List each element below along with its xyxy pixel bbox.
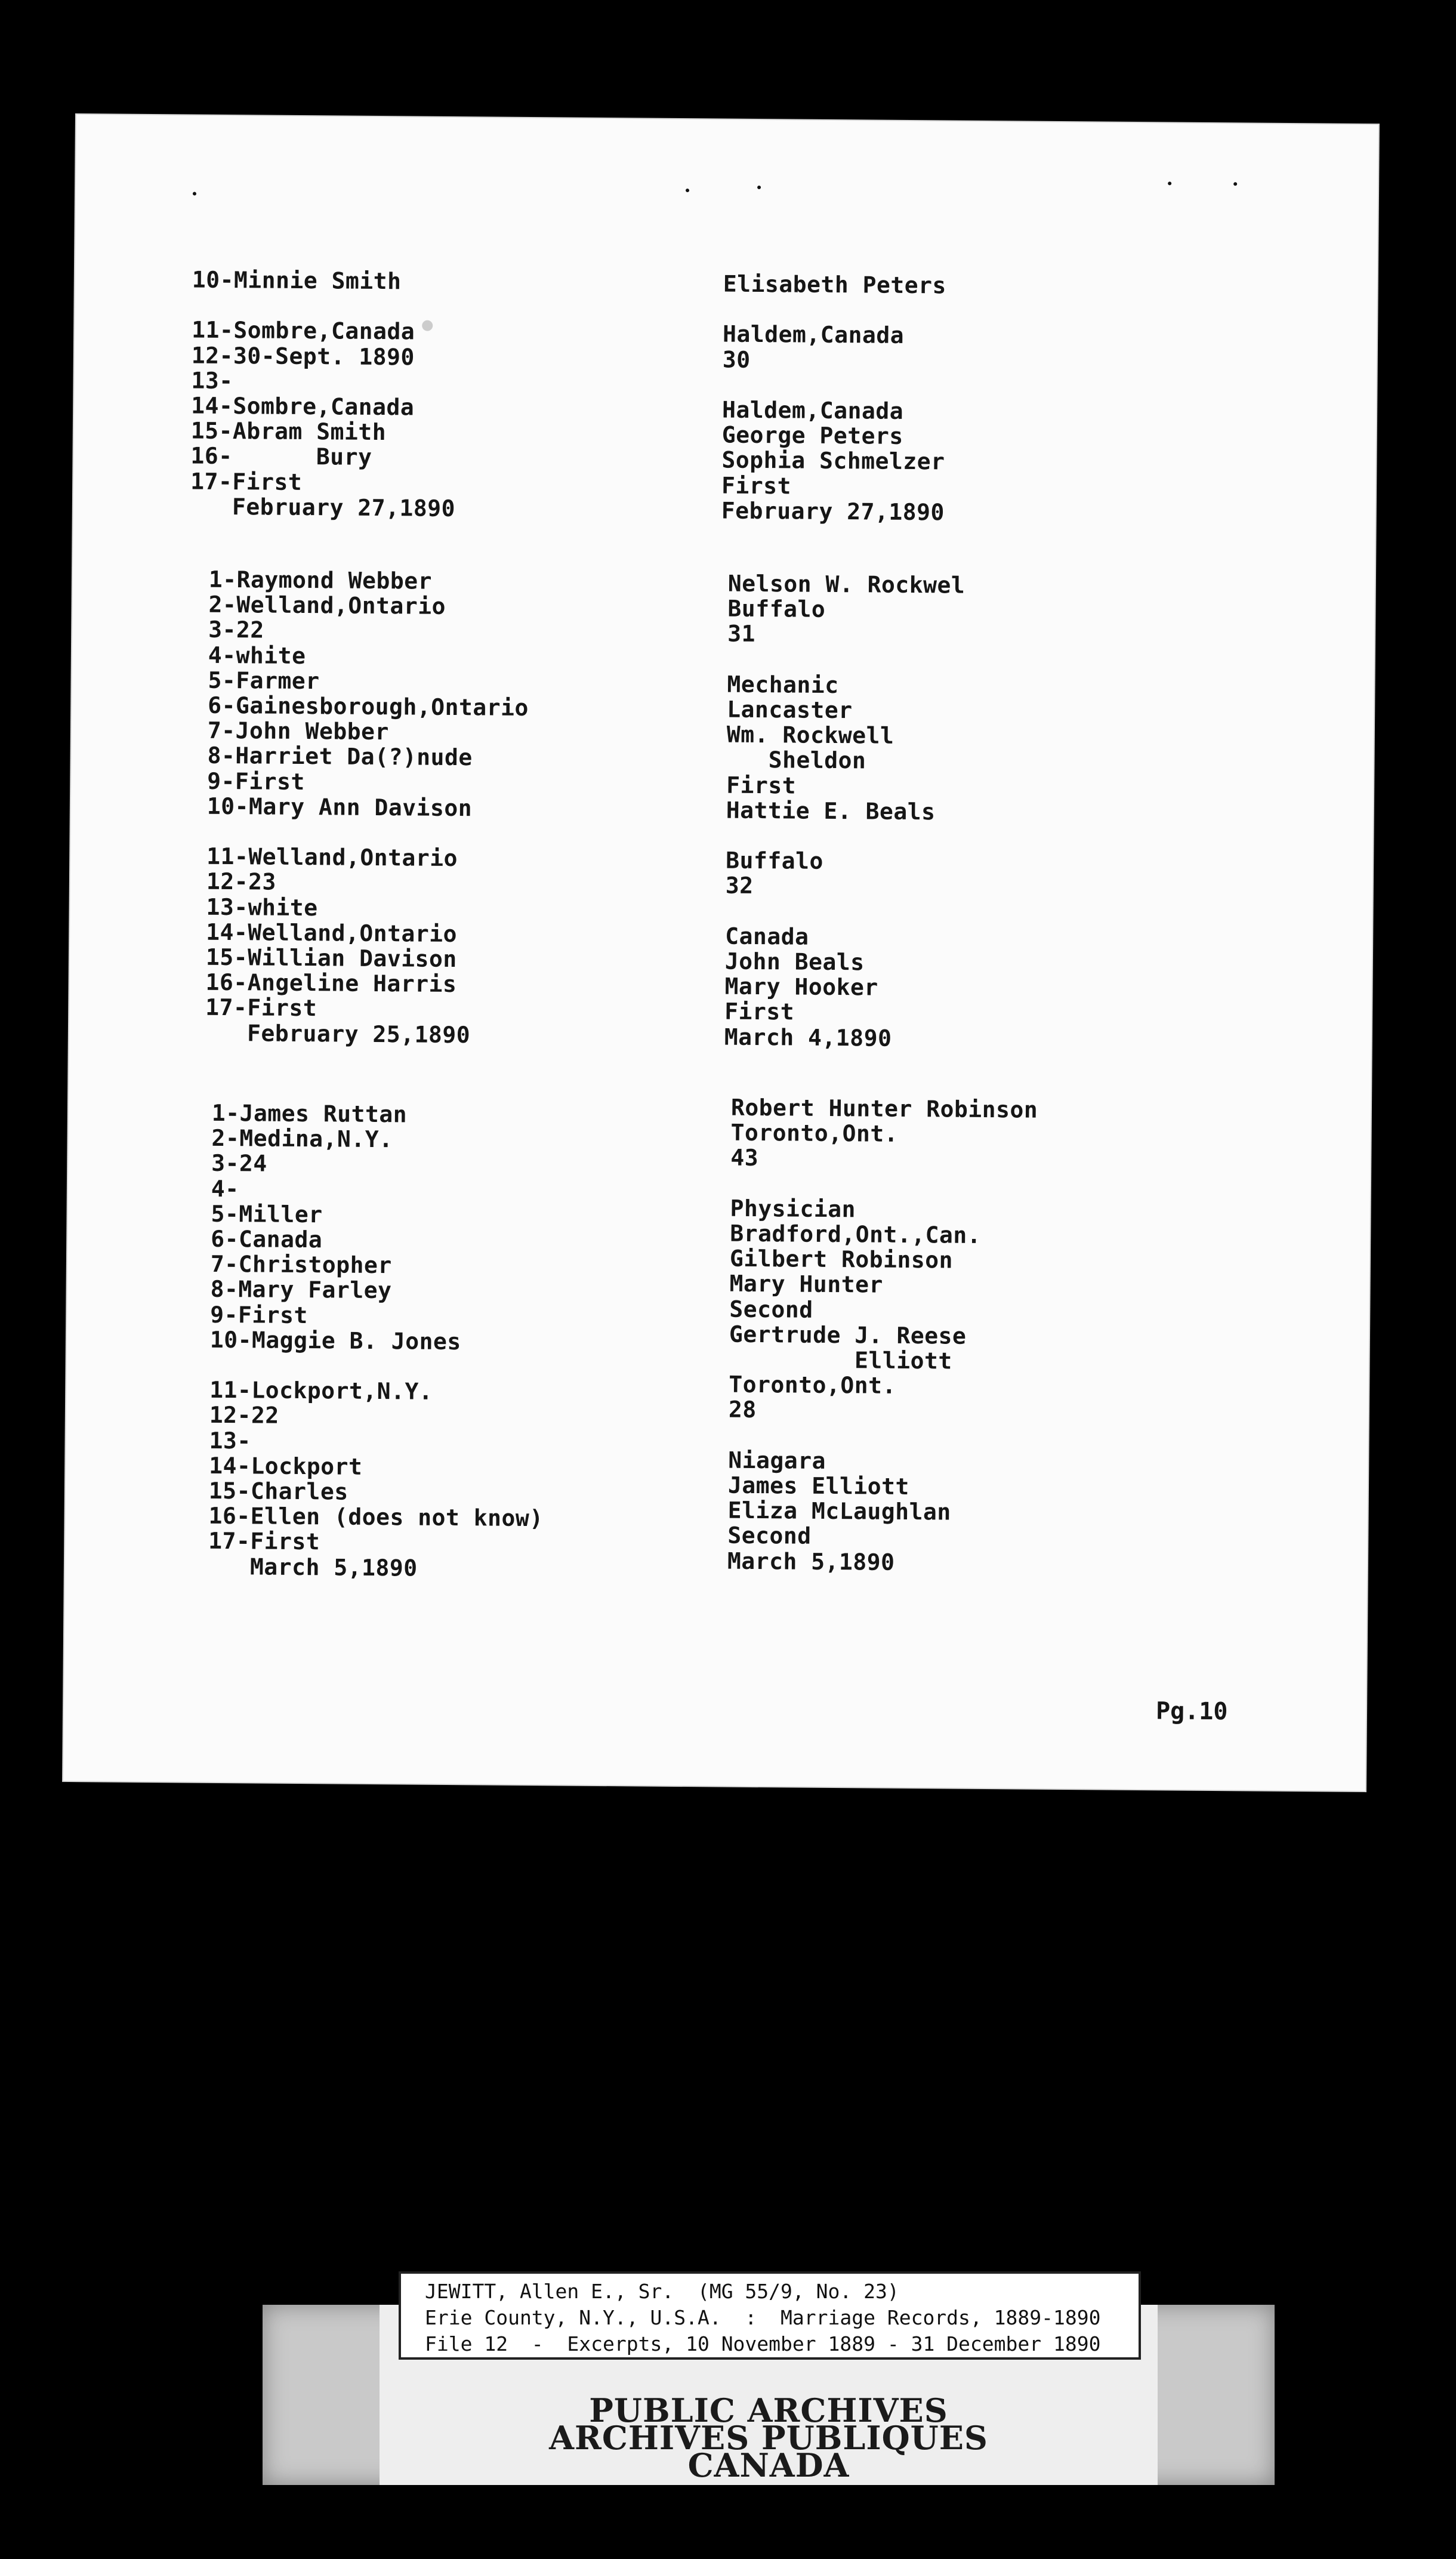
record3-bride-column: Robert Hunter Robinson Toronto,Ont. 43 Physician Bradford,Ont.,Can. Gilbert Robinson Mary Hunter Second Gertrude J. Reese Elliott Toronto,Ont. 28 Niagara James Elliott Eliza McLaughlan Second March 5,1890 xyxy=(727,1094,1038,1576)
record1-groom-column: 10-Minnie Smith 11-Sombre,Canada 12-30-Sept. 1890 13- 14-Sombre,Canada 15-Abram Smith 16- Bury 17-First February 27,1890 xyxy=(190,266,456,522)
stamp-line-2: ARCHIVES PUBLIQUES xyxy=(549,2419,988,2457)
record1-bride-column: Elisabeth Peters Haldem,Canada 30 Haldem,Canada George Peters Sophia Schmelzer First February 27,1890 xyxy=(721,270,947,526)
stamp-line-1: PUBLIC ARCHIVES xyxy=(589,2391,948,2429)
record2-bride-column: Nelson W. Rockwel Buffalo 31 Mechanic Lancaster Wm. Rockwell Sheldon First Hattie E. Beals Buffalo 32 Canada John Beals Mary Hooker First March 4,1890 xyxy=(724,570,965,1052)
page-number: Pg.10 xyxy=(1155,1697,1228,1726)
record2-groom-column: 1-Raymond Webber 2-Welland,Ontario 3-22 4-white 5-Farmer 6-Gainesborough,Ontario 7-John Webber 8-Harriet Da(?)nude 9-First 10-Mary Ann Davison 11-Welland,Ontario 12-23 13-white 14-Welland,Ontario 15-Willian Davison 16-Angeline Harris 17-First February 25,1890 xyxy=(205,566,529,1048)
label-line-2: Erie County, N.Y., U.S.A. : Marriage Records, 1889-1890 xyxy=(425,2306,1101,2329)
stamp-line-3: CANADA xyxy=(687,2446,850,2484)
speck xyxy=(686,189,689,192)
label-line-3: File 12 - Excerpts, 10 November 1889 - 31 December 1890 xyxy=(425,2332,1101,2355)
speck xyxy=(1168,181,1171,185)
label-line-1: JEWITT, Allen E., Sr. (MG 55/9, No. 23) xyxy=(425,2280,899,2303)
speck xyxy=(757,186,761,189)
document-page xyxy=(63,115,1378,1791)
speck xyxy=(193,192,196,196)
record3-groom-column: 1-James Ruttan 2-Medina,N.Y. 3-24 4- 5-Miller 6-Canada 7-Christopher 8-Mary Farley 9-First 10-Maggie B. Jones 11-Lockport,N.Y. 12-22 13- 14-Lockport 15-Charles 16-Ellen (does not know) 17-First March 5,1890 xyxy=(208,1099,544,1581)
archive-reference-label xyxy=(399,2271,1141,2360)
speck xyxy=(1233,182,1237,186)
